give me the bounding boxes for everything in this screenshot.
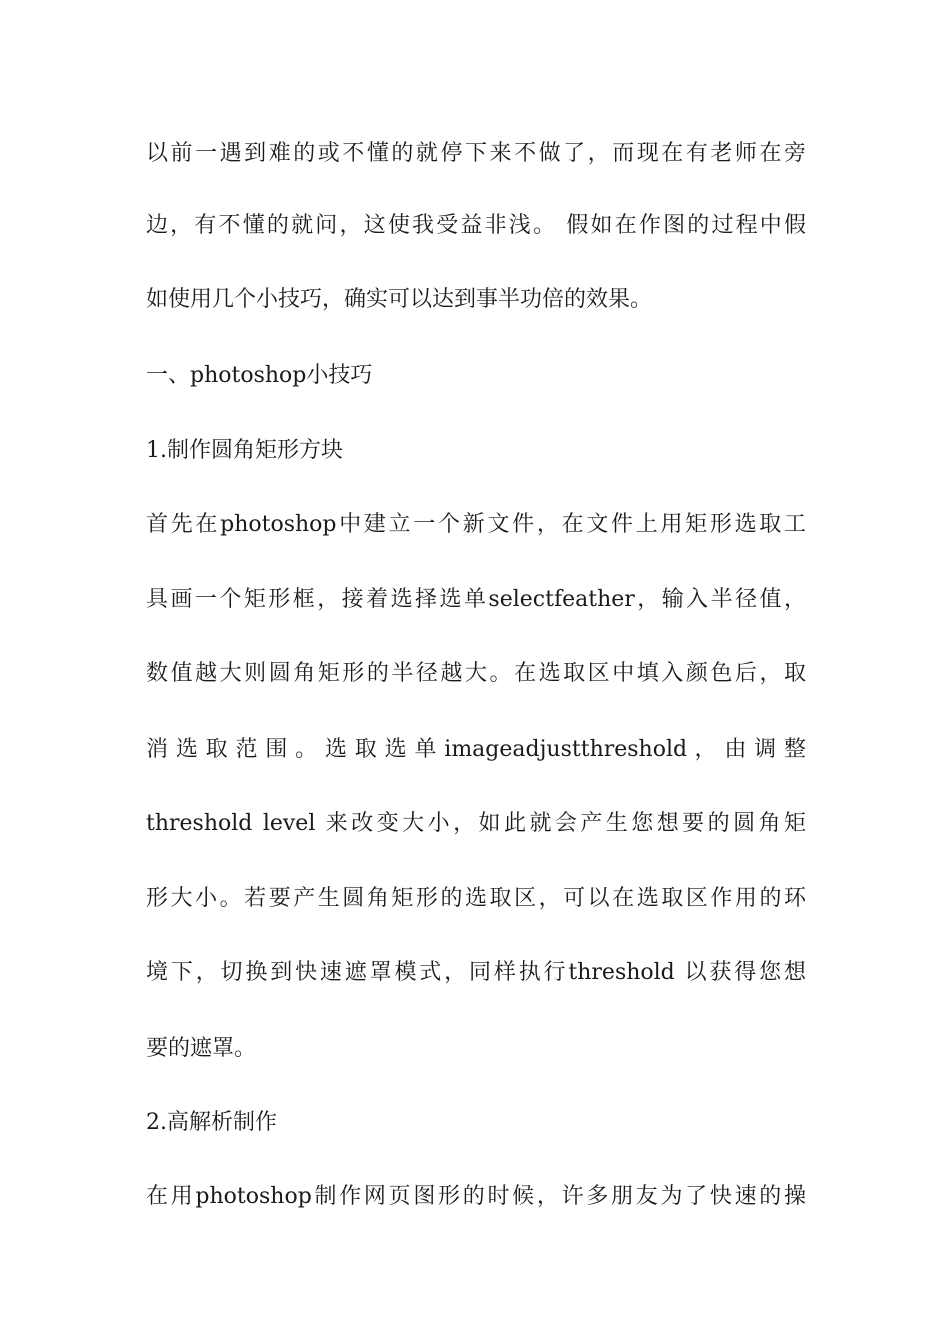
paragraph-line-4: 首先在photoshop中建立一个新文件，在文件上用矩形选取工 <box>146 512 806 537</box>
paragraph-line-10: 境下，切换到快速遮罩模式，同样执行threshold 以获得您想 <box>146 960 806 985</box>
paragraph-line-11: 要的遮罩。 <box>146 1036 257 1061</box>
subsection-heading-2: 2.高解析制作 <box>146 1110 277 1135</box>
section-heading: 一、photoshop小技巧 <box>146 363 373 388</box>
subsection-heading-1: 1.制作圆角矩形方块 <box>146 438 343 463</box>
paragraph-line-8: threshold level 来改变大小，如此就会产生您想要的圆角矩 <box>146 811 806 836</box>
paragraph-line-9: 形大小。若要产生圆角矩形的选取区，可以在选取区作用的环 <box>146 886 806 911</box>
paragraph-line-5: 具画一个矩形框，接着选择选单selectfeather，输入半径值， <box>146 587 806 612</box>
paragraph-line-7: 消 选 取 范 围 。 选 取 选 单 imageadjustthreshold ， 由 调 整 <box>146 737 806 762</box>
paragraph-line-3: 如使用几个小技巧，确实可以达到事半功倍的效果。 <box>146 287 653 312</box>
paragraph-line-12: 在用photoshop制作网页图形的时候，许多朋友为了快速的操 <box>146 1184 806 1209</box>
paragraph-line-2: 边，有不懂的就问，这使我受益非浅。 假如在作图的过程中假 <box>146 213 806 238</box>
paragraph-line-1: 以前一遇到难的或不懂的就停下来不做了，而现在有老师在旁 <box>146 141 806 166</box>
paragraph-line-6: 数值越大则圆角矩形的半径越大。在选取区中填入颜色后，取 <box>146 661 806 686</box>
